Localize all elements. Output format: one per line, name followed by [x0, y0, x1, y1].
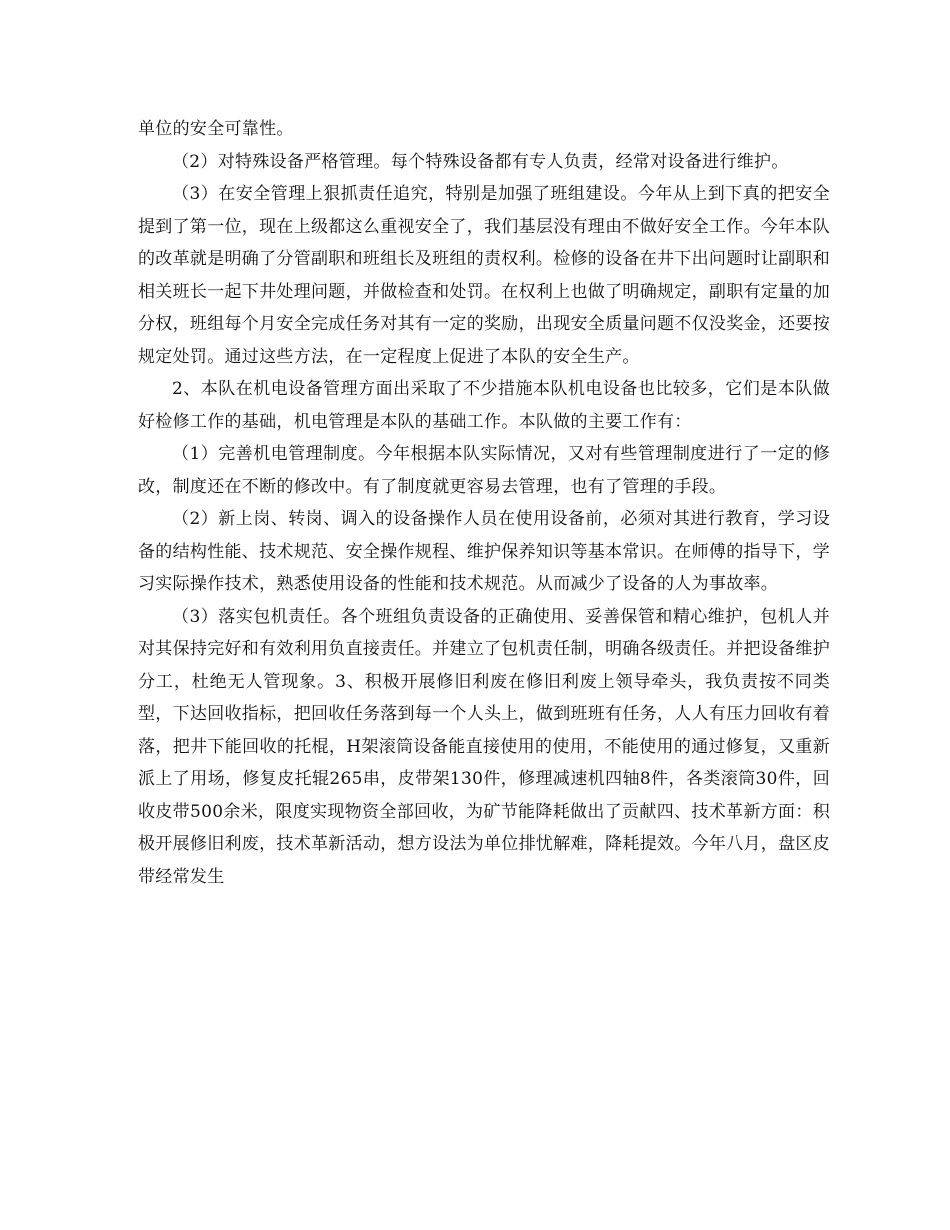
paragraph-4: 2、本队在机电设备管理方面出采取了不少措施本队机电设备也比较多，它们是本队做好检修工作的基础，机电管理是本队的基础工作。本队做的主要工作有： [138, 379, 830, 432]
document-body [138, 113, 830, 893]
paragraph-1: 单位的安全可靠性。 [138, 119, 294, 139]
paragraph-6: （2）新上岗、转岗、调入的设备操作人员在使用设备前，必须对其进行教育，学习设备的结构性能、技术规范、安全操作规程、维护保养知识等基本常识。在师傅的指导下，学习实际操作技术，熟悉使用设备的性能和技术规范。从而减少了设备的人为事故率。 [138, 509, 830, 594]
paragraph-5: （1）完善机电管理制度。今年根据本队实际情况，又对有些管理制度进行了一定的修改，制度还在不断的修改中。有了制度就更容易去管理，也有了管理的手段。 [138, 444, 830, 497]
paragraph-7: （3）落实包机责任。各个班组负责设备的正确使用、妥善保管和精心维护，包机人并对其保持完好和有效利用负直接责任。并建立了包机责任制，明确各级责任。并把设备维护分工，杜绝无人管现象。3、积极开展修旧利废在修旧利废上领导牵头，我负责按不同类型，下达回收指标，把回收任务落到每一个人头上，做到班班有任务，人人有压力回收有着落，把井下能回收的托棍，H架滚筒设备能直接使用的使用，不能使用的通过修复，又重新派上了用场，修复皮托辊265串，皮带架130件，修理减速机四轴8件，各类滚筒30件，回收皮带500余米，限度实现物资全部回收，为矿节能降耗做出了贡献四、技术革新方面：积极开展修旧利废，技术革新活动，想方设法为单位排忧解难，降耗提效。今年八月，盘区皮带经常发生 [138, 606, 830, 887]
paragraph-2: （2）对特殊设备严格管理。每个特殊设备都有专人负责，经常对设备进行维护。 [172, 151, 789, 172]
paragraph-3: （3）在安全管理上狠抓责任追究，特别是加强了班组建设。今年从上到下真的把安全提到了第一位，现在上级都这么重视安全了，我们基层没有理由不做好安全工作。今年本队的改革就是明确了分管副职和班组长及班组的责权利。检修的设备在井下出问题时让副职和相关班长一起下井处理问题，并做检查和处罚。在权利上也做了明确规定，副职有定量的加分权，班组每个月安全完成任务对其有一定的奖励，出现安全质量问题不仅没奖金，还要按规定处罚。通过这些方法，在一定程度上促进了本队的安全生产。 [138, 184, 830, 367]
